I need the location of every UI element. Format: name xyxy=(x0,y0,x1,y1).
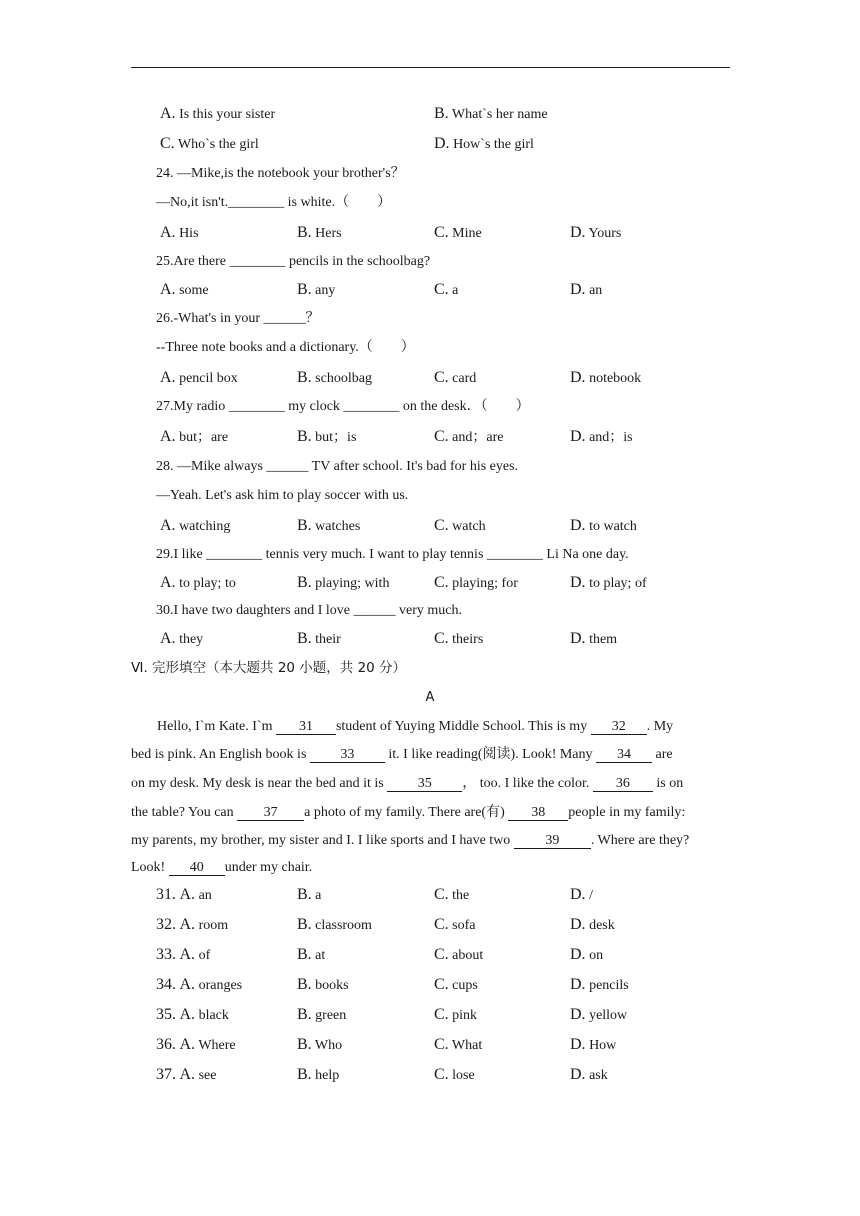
q28-option-b: B. watches xyxy=(297,517,361,534)
q23-option-d: D. How`s the girl xyxy=(434,135,534,152)
q30-option-c: C. theirs xyxy=(434,630,484,647)
q28-line2: —Yeah. Let's ask him to play soccer with us. xyxy=(156,488,409,503)
q26-stem: 26.-What's in your ______？ xyxy=(156,311,320,326)
blank-38: 38 xyxy=(508,805,568,821)
q27-option-a: A. but；are xyxy=(160,428,229,445)
cloze-35-option-a: 35. A. black xyxy=(156,1006,229,1023)
cloze-36-option-a: 36. A. Where xyxy=(156,1036,236,1053)
q25-option-a: A. some xyxy=(160,281,209,298)
q29-option-b: B. playing; with xyxy=(297,574,390,591)
cloze-32-option-c: C. sofa xyxy=(434,916,476,933)
q28-stem: 28. —Mike always ______ TV after school. It's bad for his eyes. xyxy=(156,459,519,474)
q25-option-d: D. an xyxy=(570,281,603,298)
cloze-37-option-a: 37. A. see xyxy=(156,1066,217,1083)
section-title: Ⅵ. 完形填空（本大题共 20 小题，共 20 分） xyxy=(131,660,407,676)
cloze-32-option-d: D. desk xyxy=(570,916,615,933)
blank-32: 32 xyxy=(591,719,647,735)
q26-option-c: C. card xyxy=(434,369,477,386)
cloze-31-option-d: D. / xyxy=(570,886,593,903)
cloze-31-option-b: B. a xyxy=(297,886,322,903)
q25-option-b: B. any xyxy=(297,281,336,298)
q26-line2: --Three note books and a dictionary.（ ） xyxy=(156,340,415,355)
q29-option-a: A. to play; to xyxy=(160,574,236,591)
q27-option-c: C. and；are xyxy=(434,428,504,445)
passage-label: A xyxy=(425,690,435,705)
q29-option-c: C. playing; for xyxy=(434,574,518,591)
q29-option-d: D. to play; of xyxy=(570,574,647,591)
q24-option-b: B. Hers xyxy=(297,224,342,241)
passage-line-3: on my desk. My desk is near the bed and it is 35 ， too. I like the color. 36 is on xyxy=(131,776,684,791)
cloze-32-option-a: 32. A. room xyxy=(156,916,229,933)
cloze-37-option-b: B. help xyxy=(297,1066,340,1083)
cloze-37-option-c: C. lose xyxy=(434,1066,475,1083)
q28-option-a: A. watching xyxy=(160,517,231,534)
q23-option-c: C. Who`s the girl xyxy=(160,135,259,152)
blank-39: 39 xyxy=(514,833,591,849)
q26-option-a: A. pencil box xyxy=(160,369,238,386)
cloze-36-option-c: C. What xyxy=(434,1036,483,1053)
cloze-36-option-b: B. Who xyxy=(297,1036,343,1053)
cloze-34-option-d: D. pencils xyxy=(570,976,629,993)
cloze-32-option-b: B. classroom xyxy=(297,916,372,933)
q24-stem: 24. —Mike,is the notebook your brother's？ xyxy=(156,166,405,181)
q29-stem: 29.I like ________ tennis very much. I want to play tennis ________ Li Na one day. xyxy=(156,547,629,562)
q24-line2: —No,it isn't.________ is white.（ ） xyxy=(156,195,392,210)
q24-option-c: C. Mine xyxy=(434,224,482,241)
q26-option-b: B. schoolbag xyxy=(297,369,372,386)
cloze-35-option-c: C. pink xyxy=(434,1006,478,1023)
q23-option-a: A. Is this your sister xyxy=(160,105,276,122)
cloze-33-option-b: B. at xyxy=(297,946,326,963)
q25-stem: 25.Are there ________ pencils in the schoolbag? xyxy=(156,254,431,269)
blank-37: 37 xyxy=(237,805,304,821)
passage-line-4: the table? You can 37 a photo of my family. There are(有) 38 people in my family: xyxy=(131,805,686,820)
blank-33: 33 xyxy=(310,747,385,763)
cloze-36-option-d: D. How xyxy=(570,1036,617,1053)
q27-stem: 27.My radio ________ my clock ________ on the desk．（ ） xyxy=(156,399,530,414)
q30-option-b: B. their xyxy=(297,630,341,647)
cloze-34-option-b: B. books xyxy=(297,976,349,993)
q24-option-a: A. His xyxy=(160,224,199,241)
cloze-31-option-c: C. the xyxy=(434,886,470,903)
cloze-34-option-c: C. cups xyxy=(434,976,478,993)
cloze-33-option-d: D. on xyxy=(570,946,604,963)
passage-line-6: Look! 40 under my chair. xyxy=(131,860,313,875)
q24-option-d: D. Yours xyxy=(570,224,622,241)
passage-line-1: Hello, I`m Kate. I`m 31 student of Yuying Middle School. This is my 32 . My xyxy=(157,719,674,734)
blank-34: 34 xyxy=(596,747,652,763)
cloze-31-option-a: 31. A. an xyxy=(156,886,212,903)
passage-line-5: my parents, my brother, my sister and I. I like sports and I have two 39 . Where are they? xyxy=(131,833,690,848)
cloze-33-option-c: C. about xyxy=(434,946,484,963)
cloze-34-option-a: 34. A. oranges xyxy=(156,976,243,993)
cloze-37-option-d: D. ask xyxy=(570,1066,608,1083)
q23-option-b: B. What`s her name xyxy=(434,105,548,122)
passage-line-2: bed is pink. An English book is 33 it. I like reading(阅读). Look! Many 34 are xyxy=(131,747,673,762)
blank-36: 36 xyxy=(593,776,653,792)
header-rule xyxy=(131,67,730,68)
q30-stem: 30.I have two daughters and I love ______ very much. xyxy=(156,603,462,618)
q30-option-a: A. they xyxy=(160,630,204,647)
q27-option-b: B. but；is xyxy=(297,428,357,445)
blank-31: 31 xyxy=(276,719,336,735)
q28-option-d: D. to watch xyxy=(570,517,637,534)
q28-option-c: C. watch xyxy=(434,517,486,534)
blank-40: 40 xyxy=(169,860,225,876)
cloze-35-option-d: D. yellow xyxy=(570,1006,628,1023)
q26-option-d: D. notebook xyxy=(570,369,642,386)
cloze-35-option-b: B. green xyxy=(297,1006,347,1023)
cloze-33-option-a: 33. A. of xyxy=(156,946,211,963)
q25-option-c: C. a xyxy=(434,281,459,298)
q27-option-d: D. and；is xyxy=(570,428,633,445)
blank-35: 35 xyxy=(387,776,462,792)
q30-option-d: D. them xyxy=(570,630,618,647)
